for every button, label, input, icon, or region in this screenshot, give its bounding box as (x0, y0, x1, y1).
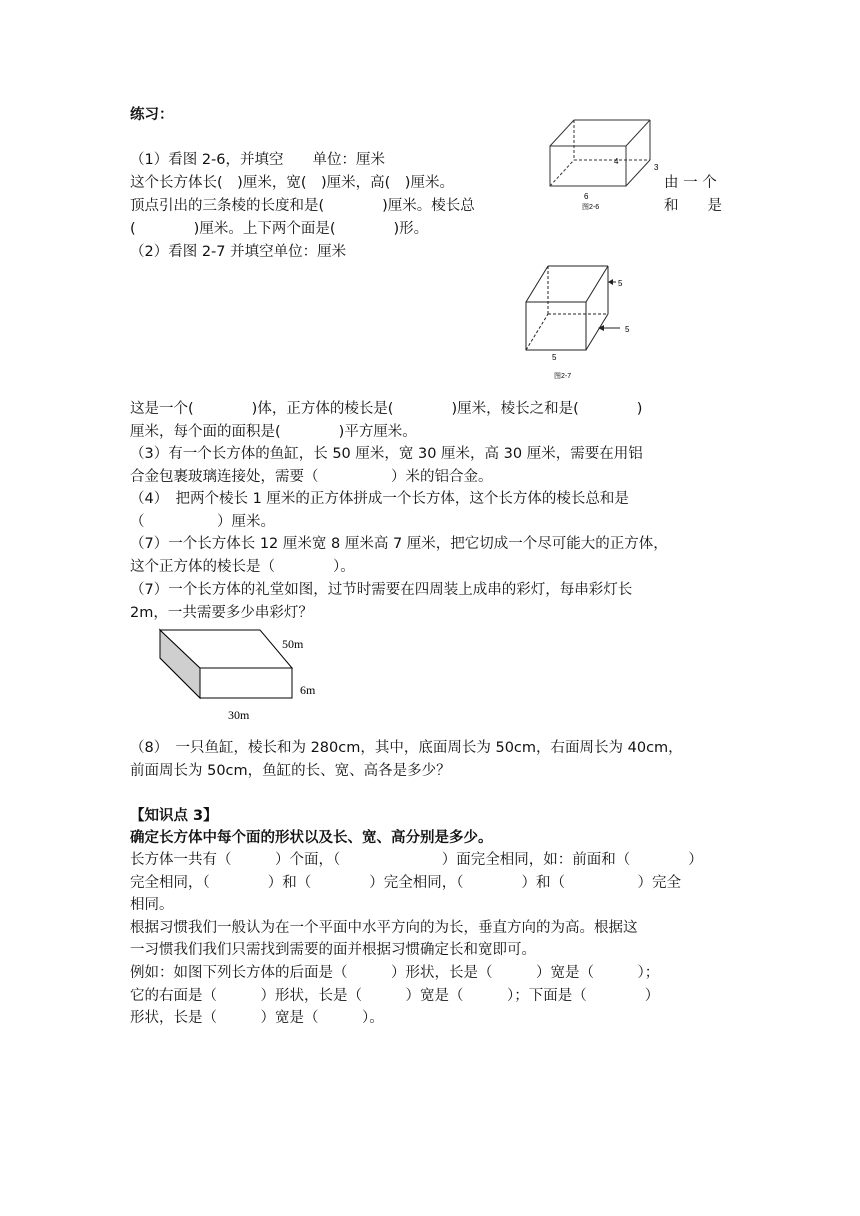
k-line: 相同。 (130, 897, 174, 913)
k-line: 完全相同，（ ）和（ ）完全相同，（ ）和（ ）完全 (130, 875, 681, 891)
q1-heading: （1）看图 2-6，并填空 单位：厘米 (130, 152, 386, 168)
k-line: 形状，长是（ ）宽是（ ）。 (130, 1010, 384, 1026)
fig26-height-label: 3 (654, 163, 659, 172)
q2-heading: （2）看图 2-7 并填空单位：厘米 (130, 244, 347, 260)
figure-2-7 (518, 260, 648, 382)
arrow-icon (608, 279, 613, 285)
section-title: 练习： (130, 107, 174, 123)
q4-line: （4） 把两个棱长 1 厘米的正方体拼成一个长方体，这个长方体的棱长总和是 (130, 491, 629, 507)
q4-line: （ ）厘米。 (130, 514, 275, 530)
hall-figure (150, 622, 350, 728)
q3-line: 合金包裹玻璃连接处，需要（ ）米的铝合金。 (130, 469, 493, 485)
q3-line: （3）有一个长方体的鱼缸，长 50 厘米，宽 30 厘米，高 30 厘米，需要在用铝 (130, 446, 643, 462)
fig26-caption: 图2-6 (582, 204, 600, 210)
q7-line: （7）一个长方体长 12 厘米宽 8 厘米高 7 厘米，把它切成一个尽可能大的正方体， (130, 536, 668, 552)
q1-line: 和 是 (664, 198, 722, 214)
q8-line: 前面周长为 50cm，鱼缸的长、宽、高各是多少？ (130, 763, 451, 779)
k-line: 它的右面是（ ）形状，长是（ ）宽是（ ）；下面是（ ） (130, 988, 660, 1004)
fig27-bottom-label: 5 (552, 353, 557, 362)
hall-height-label: 6m (300, 683, 316, 697)
knowledge-heading: 【知识点 3】 (130, 808, 218, 824)
q1-line: 由 一 个 (664, 175, 717, 191)
q1-line: ( )厘米。上下两个面是( )形。 (130, 221, 429, 237)
q2-line: 厘米，每个面的面积是( )平方厘米。 (130, 424, 417, 440)
k-line: 根据习惯我们一般认为在一个平面中水平方向的为长，垂直方向的为高。根据这 (130, 920, 638, 936)
q1-line: 顶点引出的三条棱的长度和是( )厘米。棱长总 (130, 198, 475, 214)
k-line: 长方体一共有（ ）个面，（ ）面完全相同，如：前面和（ ） (130, 852, 703, 868)
q2-line: 这是一个( )体，正方体的棱长是( )厘米，棱长之和是( ) (130, 401, 643, 417)
fig27-top-label: 5 (618, 279, 623, 288)
hall-length-label: 30m (228, 708, 250, 722)
k-line: 例如：如图下列长方体的后面是（ ）形状，长是（ ）宽是（ ）； (130, 965, 660, 981)
fig26-length-label: 6 (584, 192, 589, 201)
fig27-mid-label: 5 (625, 325, 630, 334)
q7-line: 这个正方体的棱长是（ ）。 (130, 559, 355, 575)
fig26-width-label: 4 (614, 157, 619, 166)
knowledge-subtitle: 确定长方体中每个面的形状以及长、宽、高分别是多少。 (130, 830, 493, 846)
figure-2-6 (538, 112, 664, 210)
q7b-line: （7）一个长方体的礼堂如图，过节时需要在四周装上成串的彩灯，每串彩灯长 (130, 582, 633, 598)
q8-line: （8） 一只鱼缸，棱长和为 280cm，其中，底面周长为 50cm，右面周长为 40cm， (130, 740, 683, 756)
fig27-caption: 图2-7 (554, 373, 572, 380)
q7b-line: 2m，一共需要多少串彩灯？ (130, 605, 313, 621)
k-line: 一习惯我们我们只需找到需要的面并根据习惯确定长和宽即可。 (130, 942, 536, 958)
hall-width-label: 50m (282, 637, 304, 651)
q1-line: 这个长方体长( )厘米，宽( )厘米，高( )厘米。 (130, 175, 454, 191)
